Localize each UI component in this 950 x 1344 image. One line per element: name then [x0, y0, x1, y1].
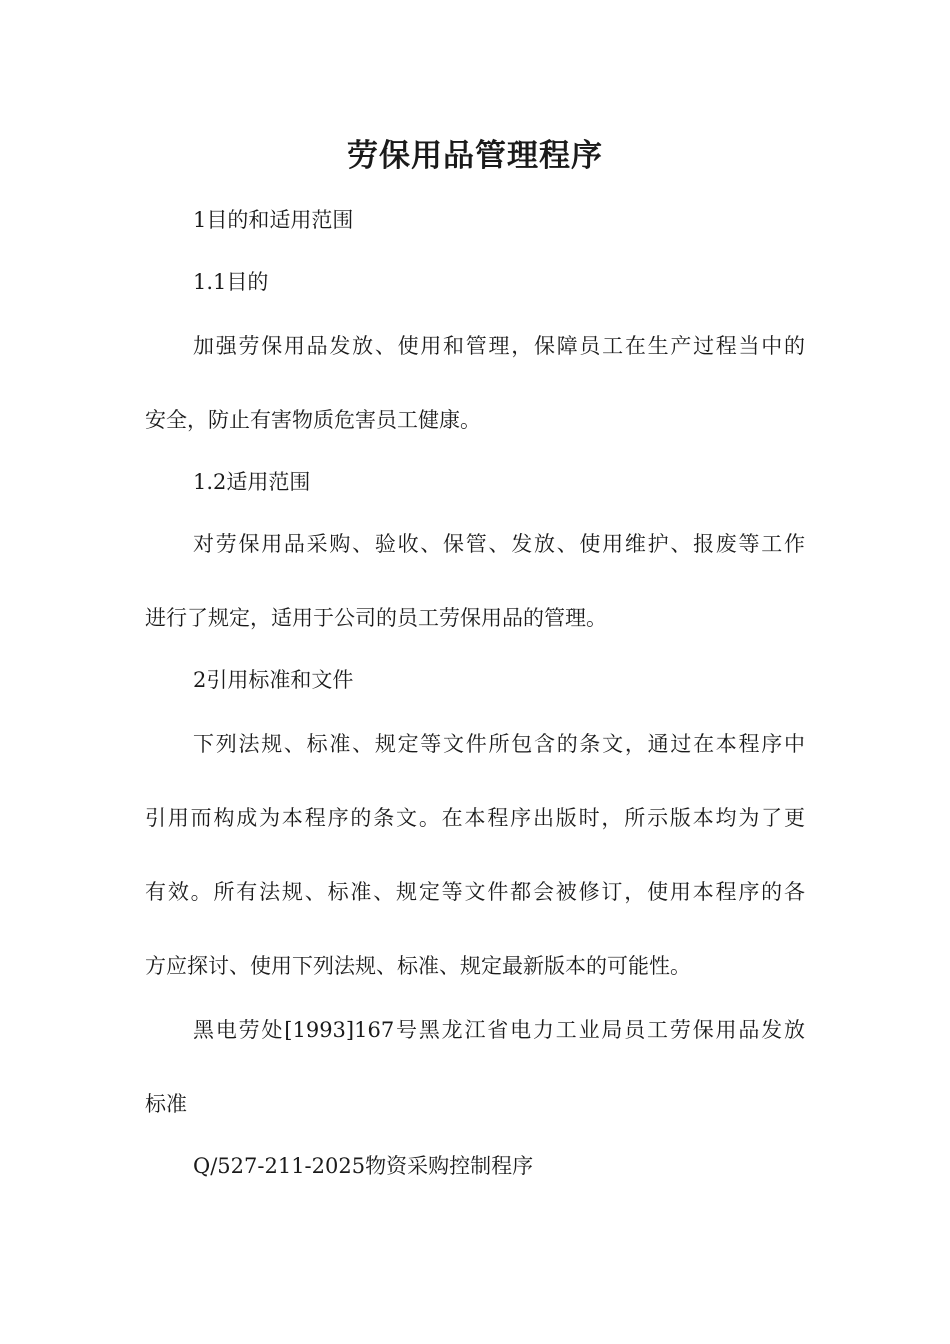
reference-line: Q/527-211-2025物资采购控制程序 [193, 1154, 534, 1178]
paragraph-line: 有效。所有法规、标准、规定等文件都会被修订，使用本程序的各 [145, 880, 805, 904]
paragraph-line: 进行了规定，适用于公司的员工劳保用品的管理。 [145, 606, 607, 630]
paragraph-line: 对劳保用品采购、验收、保管、发放、使用维护、报废等工作 [193, 532, 805, 556]
paragraph-line: 安全，防止有害物质危害员工健康。 [145, 408, 481, 432]
paragraph-line: 下列法规、标准、规定等文件所包含的条文，通过在本程序中 [193, 732, 805, 756]
document-title: 劳保用品管理程序 [347, 138, 603, 174]
reference-line: 黑电劳处[1993]167号黑龙江省电力工业局员工劳保用品发放 [193, 1018, 805, 1042]
section-heading-1: 1目的和适用范围 [193, 208, 354, 232]
subsection-heading-1-2: 1.2适用范围 [193, 470, 311, 494]
paragraph-line: 加强劳保用品发放、使用和管理，保障员工在生产过程当中的 [193, 334, 805, 358]
paragraph-line: 方应探讨、使用下列法规、标准、规定最新版本的可能性。 [145, 954, 691, 978]
paragraph-line: 引用而构成为本程序的条文。在本程序出版时，所示版本均为了更 [145, 806, 805, 830]
reference-line: 标准 [145, 1092, 187, 1116]
section-heading-2: 2引用标准和文件 [193, 668, 354, 692]
subsection-heading-1-1: 1.1目的 [193, 270, 269, 294]
